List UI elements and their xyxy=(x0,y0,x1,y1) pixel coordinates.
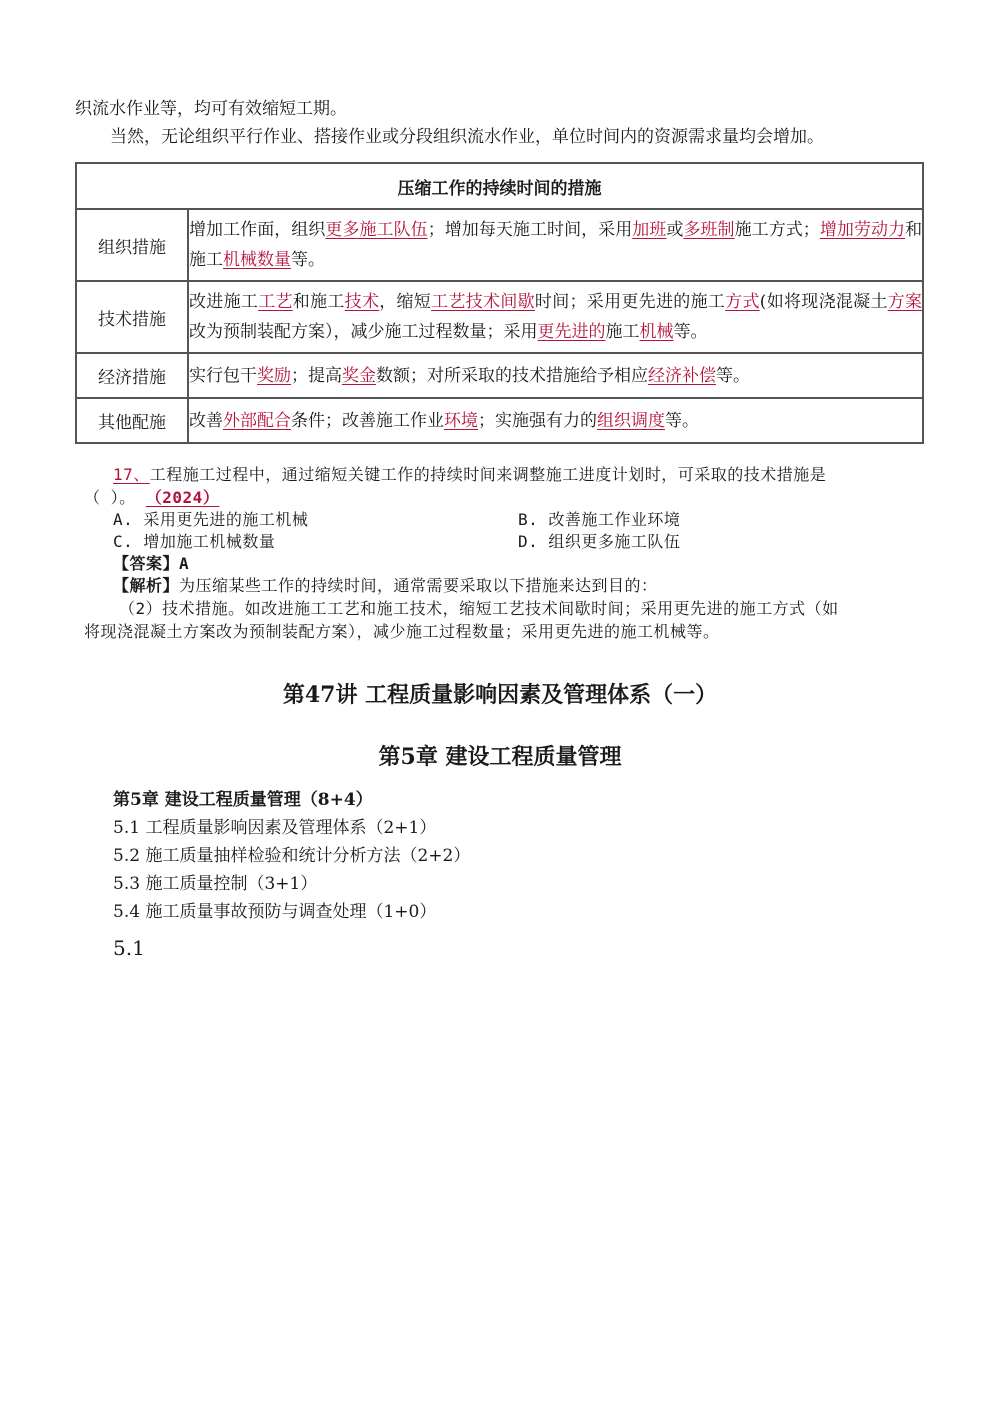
question-line-1 xyxy=(113,464,826,486)
keyword-highlight: 加班 xyxy=(632,220,667,240)
keyword-highlight: 环境 xyxy=(444,410,478,431)
row-text: 等。 xyxy=(673,322,708,342)
keyword-highlight: 经济补偿 xyxy=(648,365,716,386)
keyword-highlight: 更先进的 xyxy=(537,322,606,342)
table-row xyxy=(76,281,923,353)
analysis-line-1 xyxy=(113,575,658,597)
row-label: 其他配施 xyxy=(76,398,188,443)
keyword-highlight: 机械数量 xyxy=(223,250,291,270)
keyword-highlight: 奖金 xyxy=(342,365,376,386)
row-label: 经济措施 xyxy=(76,353,188,398)
keyword-highlight: 工艺技术间歇 xyxy=(431,292,535,312)
table-row xyxy=(76,209,923,281)
row-text: ；实施强有力的 xyxy=(478,410,597,431)
measures-table xyxy=(75,162,924,444)
table-row xyxy=(76,353,923,398)
question-blank: （ ）。 xyxy=(84,488,136,507)
row-text: 改为预制装配方案），减少施工过程数量；采用 xyxy=(189,322,538,342)
keyword-highlight: 多班制 xyxy=(683,220,735,240)
row-text: 和施工 xyxy=(292,292,345,312)
question-stem: 工程施工过程中，通过缩短关键工作的持续时间来调整施工进度计划时，可采取的技术措施是 xyxy=(149,465,827,484)
outline-item: 5.1 工程质量影响因素及管理体系（2+1） xyxy=(113,818,437,838)
table-row xyxy=(76,398,923,443)
analysis-line-3: 将现浇混凝土方案改为预制装配方案），减少施工过程数量；采用更先进的施工机械等。 xyxy=(84,622,720,641)
outline-item: 5.3 施工质量控制（3+1） xyxy=(113,874,318,894)
row-content xyxy=(188,209,923,281)
row-text: 时间；采用更先进的施工 xyxy=(534,292,726,312)
row-text: (如将现浇混凝土 xyxy=(759,292,888,312)
keyword-highlight: 增加劳动力 xyxy=(819,220,906,240)
keyword-highlight: 更多施工队伍 xyxy=(325,220,428,240)
row-label: 技术措施 xyxy=(76,281,188,353)
row-text: 增加工作面，组织 xyxy=(189,220,326,240)
row-text: ，缩短 xyxy=(379,292,432,312)
keyword-highlight: 组织调度 xyxy=(597,410,665,431)
question-number: 17、 xyxy=(113,465,150,484)
table-title: 压缩工作的持续时间的措施 xyxy=(76,163,923,209)
question-line-2 xyxy=(84,487,219,509)
row-text: 施工方式； xyxy=(734,220,820,240)
row-text: ；增加每天施工时间，采用 xyxy=(427,220,633,240)
row-text: 等。 xyxy=(665,410,699,431)
keyword-highlight: 奖励 xyxy=(257,365,291,386)
keyword-highlight: 技术 xyxy=(344,292,380,312)
row-text: 实行包干 xyxy=(189,365,257,386)
keyword-highlight: 工艺 xyxy=(258,292,293,312)
answer: 【答案】A xyxy=(113,554,190,573)
row-content xyxy=(188,398,923,443)
keyword-highlight: 机械 xyxy=(639,322,674,342)
lecture-title: 第47讲 工程质量影响因素及管理体系（一） xyxy=(282,682,718,708)
option-a: A. 采用更先进的施工机械 xyxy=(113,510,309,529)
row-content xyxy=(188,353,923,398)
section-number: 5.1 xyxy=(113,936,145,960)
chapter-title: 第5章 建设工程质量管理 xyxy=(378,744,622,770)
outline-item: 5.2 施工质量抽样检验和统计分析方法（2+2） xyxy=(113,846,471,866)
row-text: 改进施工 xyxy=(189,292,259,312)
outline-item: 5.4 施工质量事故预防与调查处理（1+0） xyxy=(113,902,437,922)
row-text: 条件；改善施工作业 xyxy=(291,410,444,431)
row-text: 施工 xyxy=(605,322,640,342)
row-text: 等。 xyxy=(291,250,325,270)
row-text: 数额；对所采取的技术措施给予相应 xyxy=(376,365,648,386)
keyword-highlight: 方案 xyxy=(887,292,923,312)
question-year: （2024） xyxy=(145,488,220,507)
intro-line-1: 织流水作业等，均可有效缩短工期。 xyxy=(75,99,347,119)
intro-line-2: 当然，无论组织平行作业、搭接作业或分段组织流水作业，单位时间内的资源需求量均会增加。 xyxy=(110,127,824,147)
row-text: 改善 xyxy=(189,410,223,431)
analysis-label: 【解析】 xyxy=(113,576,180,595)
row-label: 组织措施 xyxy=(76,209,188,281)
row-text: 等。 xyxy=(716,365,750,386)
analysis-line-2: （2）技术措施。如改进施工工艺和施工技术，缩短工艺技术间歇时间；采用更先进的施工方式（如 xyxy=(119,599,839,618)
keyword-highlight: 方式 xyxy=(725,292,760,312)
row-content xyxy=(188,281,923,353)
analysis-text: 为压缩某些工作的持续时间，通常需要采取以下措施来达到目的： xyxy=(179,576,658,595)
row-text: 或 xyxy=(666,220,684,240)
option-d: D. 组织更多施工队伍 xyxy=(518,532,681,551)
row-text: ；提高 xyxy=(291,365,342,386)
row-text: 和施工 xyxy=(189,220,923,270)
option-c: C. 增加施工机械数量 xyxy=(113,532,276,551)
keyword-highlight: 外部配合 xyxy=(223,410,291,431)
option-b: B. 改善施工作业环境 xyxy=(518,510,681,529)
outline-heading: 第5章 建设工程质量管理（8+4） xyxy=(113,790,373,810)
